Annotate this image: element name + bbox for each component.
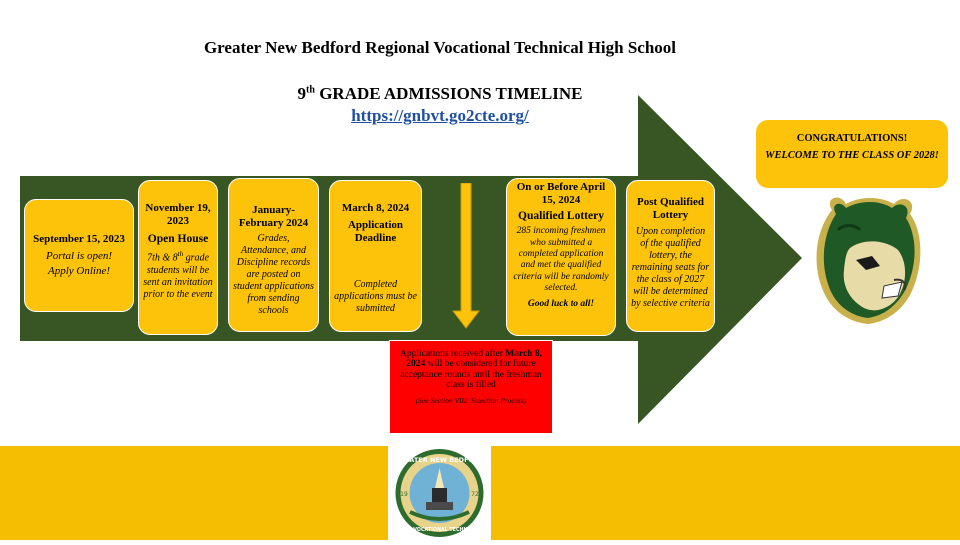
timeline-title: 9th GRADE ADMISSIONS TIMELINE [297, 84, 583, 103]
school-seal-logo [388, 446, 491, 540]
step-january-february: January-February 2024 Grades, Attendance, and Discipline records are posted on student applications from sending schools [228, 178, 319, 332]
admissions-link[interactable]: https://gnbvt.go2cte.org/ [351, 106, 529, 125]
school-name: Greater New Bedford Regional Vocational Technical High School [203, 38, 677, 57]
down-arrow-icon [452, 183, 480, 329]
svg-text:72: 72 [471, 491, 479, 498]
bear-mascot-icon [810, 190, 926, 326]
svg-text:REGIONAL VOCATIONAL TECHNICAL: REGIONAL VOCATIONAL TECHNICAL HIGH [388, 528, 491, 533]
step-post-lottery: Post Qualified Lottery Upon completion of the qualified lottery, the remaining seats for the class of 2027 will be determined by selective criteria [626, 180, 715, 332]
svg-text:GREATER NEW BEDFORD: GREATER NEW BEDFORD [394, 456, 485, 464]
step-september: September 15, 2023 Portal is open! Apply Online! [24, 199, 134, 312]
step-march-deadline: March 8, 2024 Application Deadline Completed applications must be submitted [329, 180, 422, 332]
step-qualified-lottery: On or Before April 15, 2024 Qualified Lottery 285 incoming freshmen who submitted a completed application and met the qualified criteria will be randomly selected. Good luck to all! [506, 178, 616, 336]
school-seal-container [388, 446, 491, 540]
late-application-notice: Applications received after March 8, 2024 will be considered for future acceptance rounds until the freshman class is filled (See Section VIII: Selection Process) [389, 340, 553, 434]
congratulations-banner: CONGRATULATIONS! WELCOME TO THE CLASS OF 2028! [756, 120, 948, 188]
step-november: November 19, 2023 Open House 7th & 8th grade students will be sent an invitation prior to the event [138, 180, 218, 335]
svg-text:19: 19 [400, 491, 408, 498]
